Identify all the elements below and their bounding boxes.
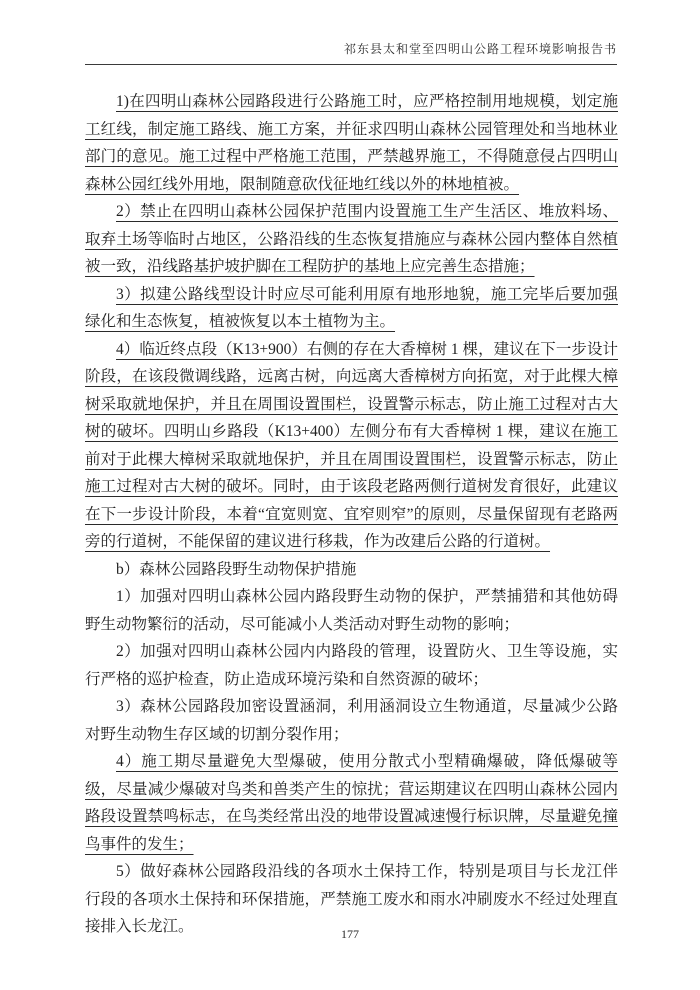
header-title: 祁东县太和堂至四明山公路工程环境影响报告书 xyxy=(343,42,617,56)
page-footer xyxy=(0,927,700,942)
page-header xyxy=(85,40,617,65)
paragraph: 1)在四明山森林公园路段进行公路施工时，应严格控制用地规模，划定施工红线，制定施工路线、施工方案，并征求四明山森林公园管理处和当地林业部门的意见。施工过程中严格施工范围，严禁越界施工，不得随意侵占四明山森林公园红线外用地，限制随意砍伐征地红线以外的林地植被。 xyxy=(85,93,618,193)
paragraph: 4）施工期尽量避免大型爆破，使用分散式小型精确爆破，降低爆破等级，尽量减少爆破对鸟类和兽类产生的惊扰；营运期建议在四明山森林公园内路段设置禁鸣标志，在鸟类经常出没的地带设置减速慢行标识牌，尽量避免撞鸟事件的发生； xyxy=(85,753,618,853)
paragraph: 2）禁止在四明山森林公园保护范围内设置施工生产生活区、堆放料场、取弃土场等临时占地区，公路沿线的生态恢复措施应与森林公园内整体自然植被一致，沿线路基护坡护脚在工程防护的基地上应完善生态措施； xyxy=(85,203,618,275)
paragraph: 1）加强对四明山森林公园内路段野生动物的保护，严禁捕猎和其他妨碍野生动物繁衍的活动，尽可能减小人类活动对野生动物的影响； xyxy=(85,588,618,633)
paragraph: 4）临近终点段（K13+900）右侧的存在大香樟树 1 棵，建议在下一步设计阶段，在该段微调线路，远离古树，向远离大香樟树方向拓宽，对于此棵大樟树采取就地保护，并且在周围设置围栏，设置警示标志，防止施工过程对古大树的破坏。四明山乡路段（K13+400）左侧分布有大香樟树 1 棵，建议在施工前对于此棵大樟树采取就地保护，并且在周围设置围栏，设置警示标志，防止施工过程对古大树的破坏。同时，由于该段老路两侧行道树发育很好，此建议在下一步设计阶段，本着“宜宽则宽、宜窄则窄”的原则，尽量保留现有老路两旁的行道树，不能保留的建议进行移栽，作为改建后公路的行道树。 xyxy=(85,340,618,550)
paragraph: 3）森林公园路段加密设置涵洞，利用涵洞设立生物通道，尽量减少公路对野生动物生存区域的切割分裂作用； xyxy=(85,698,618,743)
paragraph: 3）拟建公路线型设计时应尽可能利用原有地形地貌，施工完毕后要加强绿化和生态恢复，植被恢复以本土植物为主。 xyxy=(85,285,618,330)
paragraph: b）森林公园路段野生动物保护措施 xyxy=(116,560,357,578)
paragraph: 5）做好森林公园路段沿线的各项水土保持工作，特别是项目与长龙江伴行段的各项水土保持和环保措施，严禁施工废水和雨水冲刷废水不经过处理直接排入长龙江。 xyxy=(85,863,618,935)
document-body xyxy=(85,88,618,941)
paragraph: 2）加强对四明山森林公园内内路段的管理，设置防火、卫生等设施，实行严格的巡护检查，防止造成环境污染和自然资源的破坏； xyxy=(85,643,618,688)
page-number: 177 xyxy=(341,927,359,941)
